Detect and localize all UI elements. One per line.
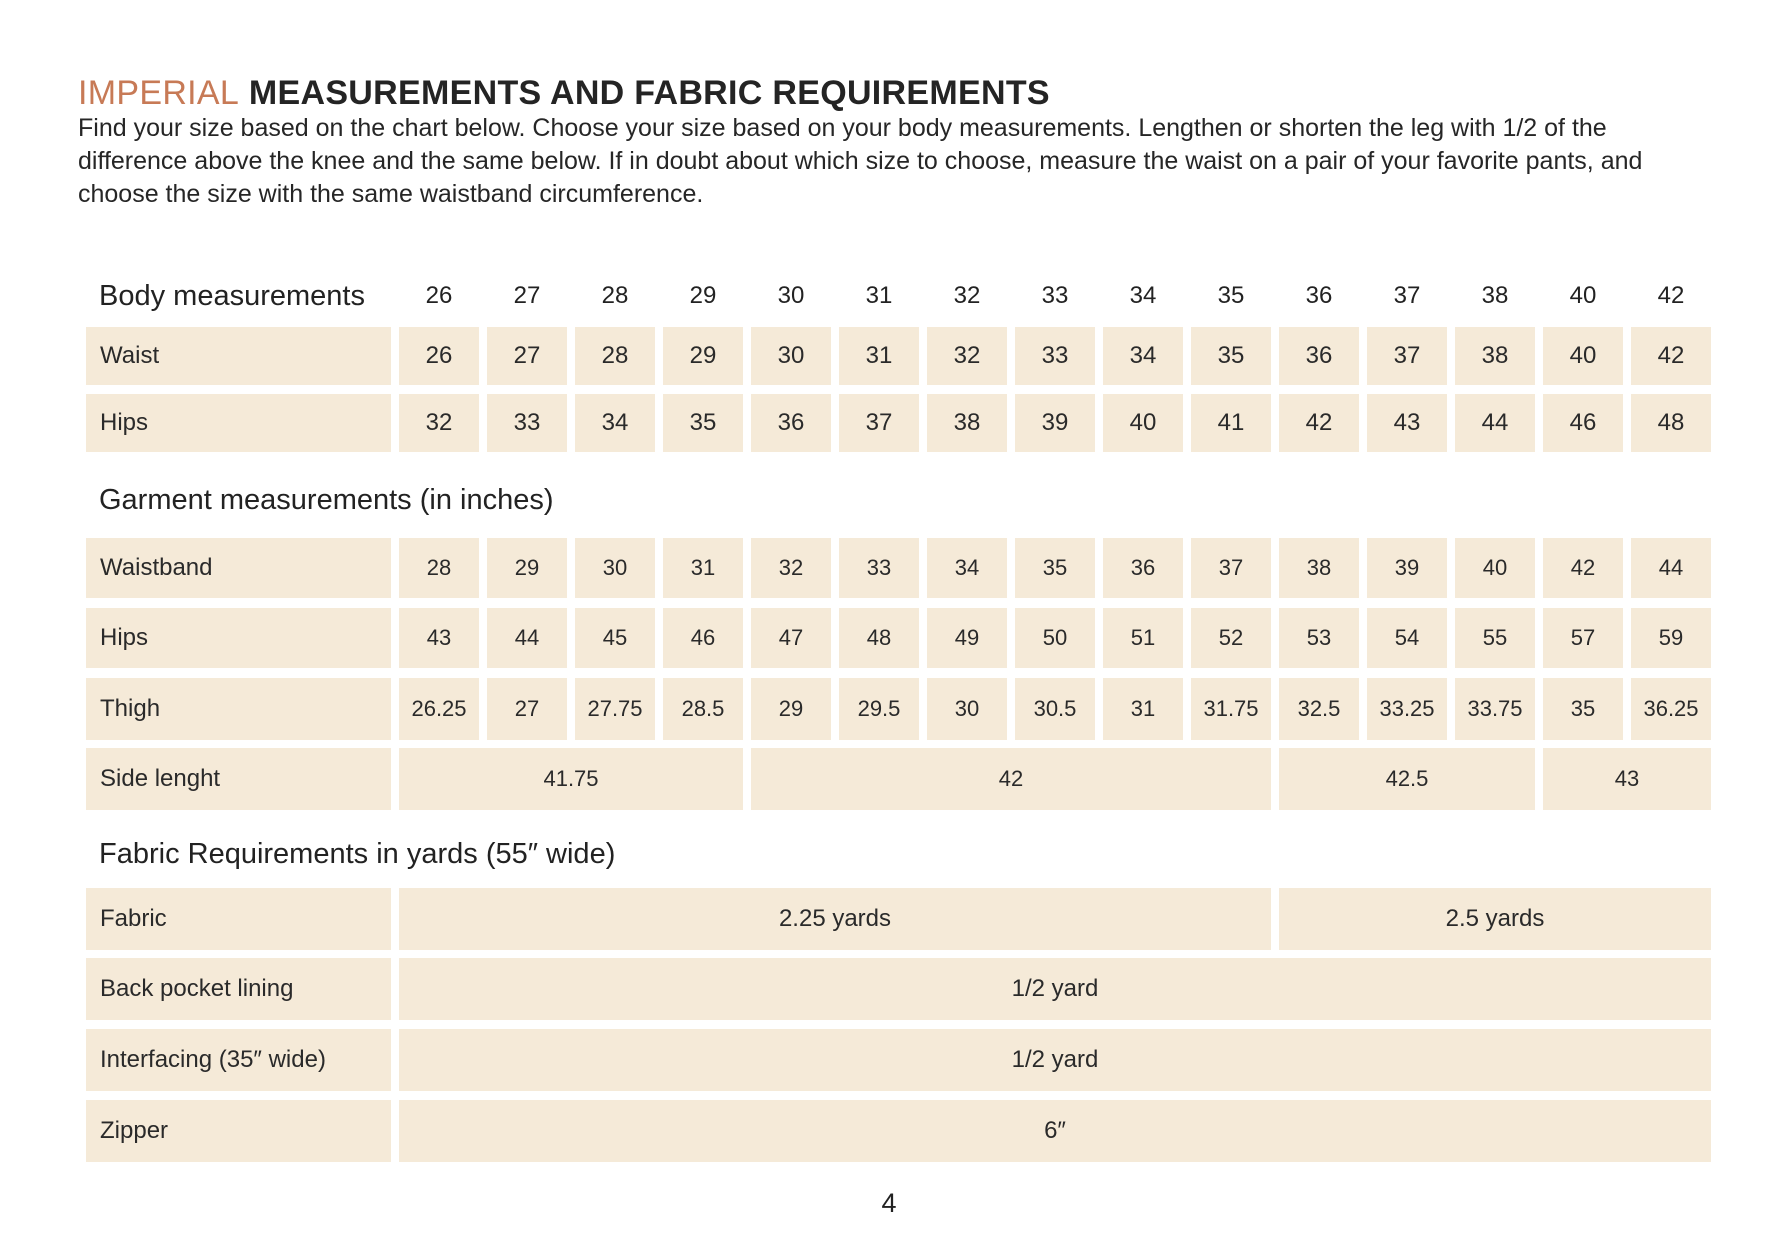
waist-row-value: 38 <box>1455 327 1535 385</box>
size-header: 34 <box>1129 282 1157 309</box>
size-header: 42 <box>1657 282 1685 309</box>
waist-row-value: 32 <box>927 327 1007 385</box>
waist-row-value: 42 <box>1631 327 1711 385</box>
garment-hips-row-value: 43 <box>399 608 479 668</box>
garment-hips-row-value: 44 <box>487 608 567 668</box>
size-header: 26 <box>425 282 453 309</box>
thigh-row-value: 29 <box>751 678 831 740</box>
size-header: 32 <box>953 282 981 309</box>
side-length-row-value: 42 <box>751 748 1271 810</box>
thigh-row-value: 33.25 <box>1367 678 1447 740</box>
body-hips-row-label: Hips <box>86 394 391 452</box>
size-header: 40 <box>1569 282 1597 309</box>
fabric-requirements-label: Fabric Requirements in yards (55″ wide) <box>99 838 616 870</box>
waist-row-value: 33 <box>1015 327 1095 385</box>
size-header: 30 <box>777 282 805 309</box>
size-header: 33 <box>1041 282 1069 309</box>
waistband-row-value: 32 <box>751 538 831 598</box>
thigh-row-value: 36.25 <box>1631 678 1711 740</box>
waist-row-value: 36 <box>1279 327 1359 385</box>
waistband-row-value: 29 <box>487 538 567 598</box>
waistband-row-value: 30 <box>575 538 655 598</box>
thigh-row-value: 32.5 <box>1279 678 1359 740</box>
waistband-row-value: 37 <box>1191 538 1271 598</box>
garment-hips-row-value: 46 <box>663 608 743 668</box>
waistband-row-value: 34 <box>927 538 1007 598</box>
body-hips-row-value: 48 <box>1631 394 1711 452</box>
garment-measurements-label: Garment measurements (in inches) <box>99 484 554 516</box>
thigh-row-value: 31.75 <box>1191 678 1271 740</box>
body-hips-row-value: 32 <box>399 394 479 452</box>
garment-hips-row-value: 50 <box>1015 608 1095 668</box>
size-header: 36 <box>1305 282 1333 309</box>
body-hips-row-value: 37 <box>839 394 919 452</box>
garment-hips-row-value: 57 <box>1543 608 1623 668</box>
interfacing-row-label: Interfacing (35″ wide) <box>86 1029 391 1091</box>
thigh-row-value: 28.5 <box>663 678 743 740</box>
thigh-row-value: 27.75 <box>575 678 655 740</box>
waistband-row-value: 40 <box>1455 538 1535 598</box>
waist-row-value: 37 <box>1367 327 1447 385</box>
waistband-row-value: 44 <box>1631 538 1711 598</box>
thigh-row-value: 30 <box>927 678 1007 740</box>
body-hips-row-value: 46 <box>1543 394 1623 452</box>
waist-row-value: 35 <box>1191 327 1271 385</box>
thigh-row-value: 27 <box>487 678 567 740</box>
side-length-row-value: 42.5 <box>1279 748 1535 810</box>
fabric-row-label: Fabric <box>86 888 391 950</box>
body-hips-row-value: 44 <box>1455 394 1535 452</box>
thigh-row-value: 31 <box>1103 678 1183 740</box>
garment-hips-row-label: Hips <box>86 608 391 668</box>
thigh-row-value: 33.75 <box>1455 678 1535 740</box>
thigh-row-value: 29.5 <box>839 678 919 740</box>
thigh-row-value: 26.25 <box>399 678 479 740</box>
waist-row-label: Waist <box>86 327 391 385</box>
waistband-row-value: 39 <box>1367 538 1447 598</box>
waistband-row-value: 42 <box>1543 538 1623 598</box>
size-header: 31 <box>865 282 893 309</box>
waist-row-value: 26 <box>399 327 479 385</box>
body-hips-row-value: 36 <box>751 394 831 452</box>
body-hips-row-value: 42 <box>1279 394 1359 452</box>
zipper-row-value: 6″ <box>399 1100 1711 1162</box>
body-hips-row-value: 34 <box>575 394 655 452</box>
garment-hips-row-value: 51 <box>1103 608 1183 668</box>
size-header: 28 <box>601 282 629 309</box>
body-hips-row-value: 38 <box>927 394 1007 452</box>
waistband-row-value: 31 <box>663 538 743 598</box>
body-hips-row-value: 35 <box>663 394 743 452</box>
size-header: 27 <box>513 282 541 309</box>
waist-row-value: 40 <box>1543 327 1623 385</box>
garment-hips-row-value: 54 <box>1367 608 1447 668</box>
side-length-row-label: Side lenght <box>86 748 391 810</box>
garment-hips-row-value: 47 <box>751 608 831 668</box>
size-header: 37 <box>1393 282 1421 309</box>
back-pocket-lining-row-value: 1/2 yard <box>399 958 1711 1020</box>
waistband-row-value: 35 <box>1015 538 1095 598</box>
thigh-row-value: 30.5 <box>1015 678 1095 740</box>
garment-hips-row-value: 49 <box>927 608 1007 668</box>
body-hips-row-value: 43 <box>1367 394 1447 452</box>
side-length-row-value: 43 <box>1543 748 1711 810</box>
intro-paragraph: Find your size based on the chart below. Choose your size based on your body measurements. Lengthen or shorten the leg with 1/2 of the difference above the knee and the same below. If in doubt about which size to choose, measure the waist on a pair of your favorite pants, and choose the size with the same waistband circumference. <box>78 114 1643 208</box>
title-rest: MEASUREMENTS AND FABRIC REQUIREMENTS <box>239 74 1050 112</box>
size-header: 35 <box>1217 282 1245 309</box>
waist-row-value: 27 <box>487 327 567 385</box>
page-title <box>78 74 1050 113</box>
garment-hips-row-value: 48 <box>839 608 919 668</box>
fabric-row-value: 2.25 yards <box>399 888 1271 950</box>
waistband-row-label: Waistband <box>86 538 391 598</box>
waist-row-value: 30 <box>751 327 831 385</box>
waistband-row-value: 28 <box>399 538 479 598</box>
body-hips-row-value: 33 <box>487 394 567 452</box>
body-hips-row-value: 40 <box>1103 394 1183 452</box>
thigh-row-value: 35 <box>1543 678 1623 740</box>
page-number: 4 <box>881 1188 897 1218</box>
waistband-row-value: 38 <box>1279 538 1359 598</box>
fabric-row-value: 2.5 yards <box>1279 888 1711 950</box>
waist-row-value: 28 <box>575 327 655 385</box>
waist-row-value: 34 <box>1103 327 1183 385</box>
garment-hips-row-value: 55 <box>1455 608 1535 668</box>
garment-hips-row-value: 52 <box>1191 608 1271 668</box>
zipper-row-label: Zipper <box>86 1100 391 1162</box>
waistband-row-value: 33 <box>839 538 919 598</box>
size-header: 29 <box>689 282 717 309</box>
body-hips-row-value: 41 <box>1191 394 1271 452</box>
title-accent: IMPERIAL <box>78 74 240 112</box>
size-header: 38 <box>1481 282 1509 309</box>
garment-hips-row-value: 53 <box>1279 608 1359 668</box>
thigh-row-label: Thigh <box>86 678 391 740</box>
body-hips-row-value: 39 <box>1015 394 1095 452</box>
interfacing-row-value: 1/2 yard <box>399 1029 1711 1091</box>
waist-row-value: 29 <box>663 327 743 385</box>
waistband-row-value: 36 <box>1103 538 1183 598</box>
waist-row-value: 31 <box>839 327 919 385</box>
garment-hips-row-value: 59 <box>1631 608 1711 668</box>
body-measurements-label: Body measurements <box>99 280 365 312</box>
garment-hips-row-value: 45 <box>575 608 655 668</box>
side-length-row-value: 41.75 <box>399 748 743 810</box>
back-pocket-lining-row-label: Back pocket lining <box>86 958 391 1020</box>
